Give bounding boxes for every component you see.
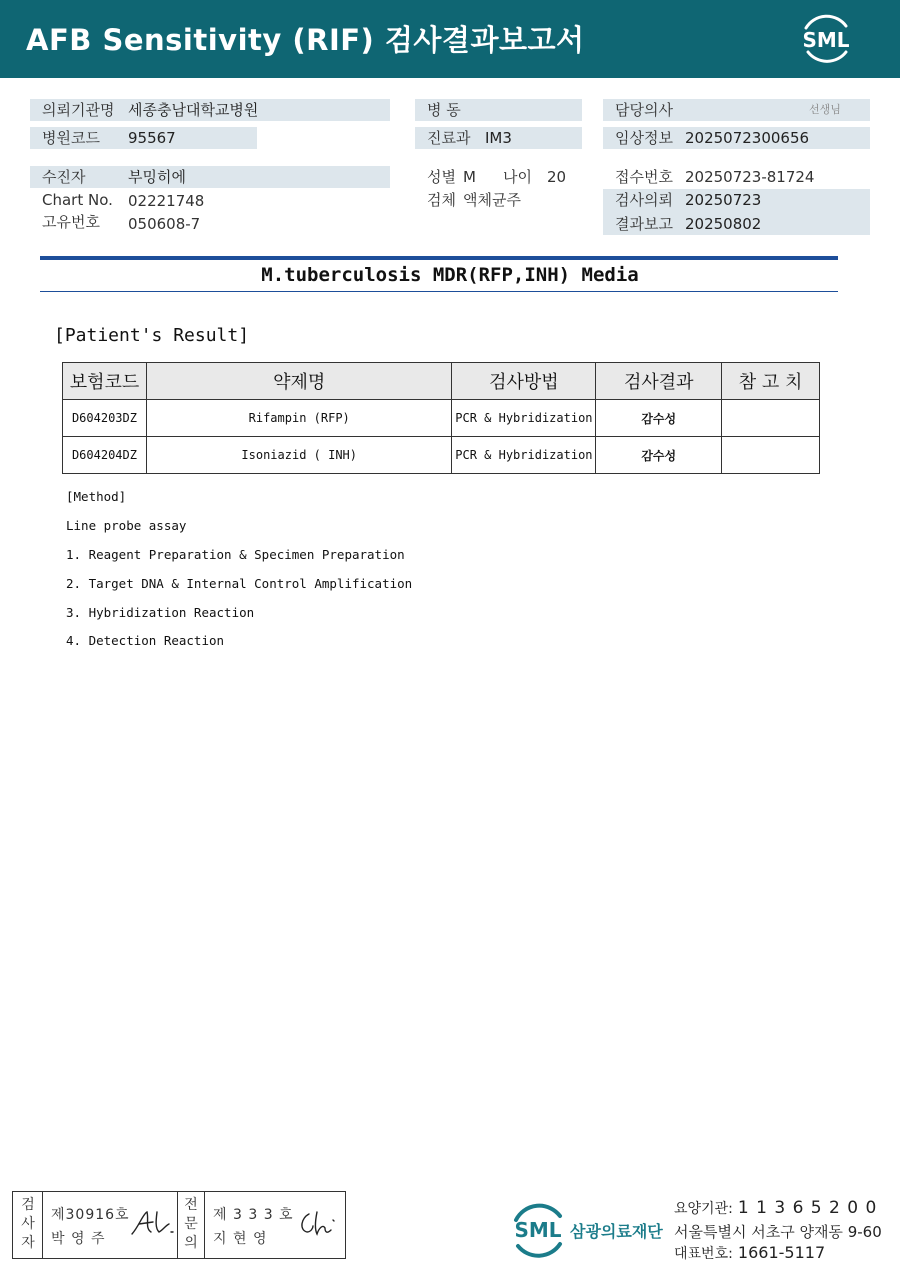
- doctor-value: 선생님: [809, 103, 841, 116]
- ward-field: [415, 99, 582, 121]
- hospital-code-value: 95567: [128, 129, 176, 147]
- phone-value: 1661-5117: [737, 1243, 826, 1262]
- patient-value: 부밍히에: [128, 168, 186, 186]
- header-test-method: 검사방법: [452, 363, 596, 400]
- report-title: AFB Sensitivity (RIF) 검사결과보고서: [26, 23, 585, 57]
- patient-field: [30, 166, 390, 188]
- phone-line: [674, 1243, 825, 1263]
- phone-label: 대표번호:: [674, 1246, 733, 1262]
- age-value: 20: [547, 168, 567, 186]
- specimen-value: 액체균주: [463, 191, 521, 209]
- section-rule-bottom: [40, 291, 838, 292]
- result-cell: 감수성: [596, 400, 722, 437]
- patient-result-label: [Patient's Result]: [54, 325, 250, 346]
- drug-cell: Isoniazid ( INH): [146, 437, 452, 474]
- specialist-license-no: 제 3 3 3 호: [213, 1207, 294, 1223]
- department-value: IM3: [485, 129, 512, 147]
- institution-code-value: 1 1 3 6 5 2 0 0: [737, 1198, 878, 1218]
- method-cell: PCR & Hybridization: [452, 437, 596, 474]
- hospital-code-field: [30, 127, 257, 149]
- table-header-row: [63, 363, 820, 400]
- clinical-info-field: [603, 127, 870, 149]
- examiner-name: 박 영 주: [51, 1231, 106, 1247]
- specialist-label: 전 문 의: [184, 1197, 198, 1251]
- drug-cell: Rifampin (RFP): [146, 400, 452, 437]
- sml-footer-logo-icon: [508, 1200, 568, 1260]
- doctor-field: [603, 99, 870, 121]
- method-cell: PCR & Hybridization: [452, 400, 596, 437]
- examiner-signature-icon: [129, 1206, 175, 1240]
- report-date-value: 20250802: [685, 215, 762, 233]
- specialist-name: 지 현 영: [213, 1231, 268, 1247]
- foundation-name: 삼광의료재단: [570, 1222, 663, 1241]
- sex-label: 성별: [427, 168, 456, 186]
- ward-label: 병 동: [427, 101, 461, 119]
- clinical-info-value: 2025072300656: [685, 129, 810, 147]
- logo-text: SML: [802, 28, 850, 52]
- request-date-value: 20250723: [685, 191, 762, 209]
- sml-logo-icon: [798, 12, 854, 66]
- chart-no-label: Chart No.: [42, 191, 113, 209]
- report-date-label: 결과보고: [615, 215, 673, 233]
- signature-box: [12, 1191, 346, 1259]
- specialist-signature-icon: [295, 1208, 339, 1240]
- method-heading: [Method]: [66, 489, 127, 504]
- method-line: Line probe assay: [66, 518, 187, 533]
- examiner-label: 검 사 자: [21, 1197, 35, 1251]
- header-test-result: 검사결과: [596, 363, 722, 400]
- sex-value: M: [463, 168, 476, 186]
- institution-label: 의뢰기관명: [42, 101, 115, 119]
- examiner-license-no: 제30916호: [51, 1207, 130, 1223]
- header-reference: 참 고 치: [722, 363, 820, 400]
- method-line: 2. Target DNA & Internal Control Amplification: [66, 576, 413, 591]
- age-label: 나이: [503, 168, 532, 186]
- results-table: [62, 362, 820, 474]
- method-line: 4. Detection Reaction: [66, 633, 225, 648]
- patient-label: 수진자: [42, 168, 86, 186]
- receipt-no-value: 20250723-81724: [685, 168, 815, 186]
- footer-logo: [508, 1200, 663, 1264]
- institution-value: 세종충남대학교병원: [128, 101, 259, 119]
- doctor-label: 담당의사: [615, 101, 673, 119]
- report-header: [0, 0, 900, 78]
- signature-divider: [42, 1192, 43, 1258]
- institution-field: [30, 99, 390, 121]
- unique-no-value: 050608-7: [128, 215, 201, 233]
- institution-code-line: [674, 1198, 877, 1218]
- receipt-no-label: 접수번호: [615, 168, 673, 186]
- header-drug-name: 약제명: [146, 363, 452, 400]
- hospital-code-label: 병원코드: [42, 129, 100, 147]
- insurance-code-cell: D604203DZ: [63, 400, 147, 437]
- department-label: 진료과: [427, 129, 471, 147]
- table-row: [63, 400, 820, 437]
- signature-divider: [177, 1192, 178, 1258]
- department-field: [415, 127, 582, 149]
- section-rule-top: [40, 256, 838, 260]
- section-title: M.tuberculosis MDR(RFP,INH) Media: [261, 264, 639, 286]
- clinical-info-label: 임상정보: [615, 129, 673, 147]
- footer-address: 서울특별시 서초구 양재동 9-60: [674, 1223, 882, 1241]
- insurance-code-cell: D604204DZ: [63, 437, 147, 474]
- reference-cell: [722, 437, 820, 474]
- unique-no-label: 고유번호: [42, 213, 100, 231]
- request-date-label: 검사의뢰: [615, 191, 673, 209]
- signature-divider: [204, 1192, 205, 1258]
- table-row: [63, 437, 820, 474]
- specimen-label: 검체: [427, 191, 456, 209]
- svg-text:SML: SML: [514, 1218, 562, 1242]
- method-line: 3. Hybridization Reaction: [66, 605, 255, 620]
- chart-no-value: 02221748: [128, 192, 205, 210]
- header-insurance-code: 보험코드: [63, 363, 147, 400]
- dates-field: [603, 189, 870, 235]
- institution-code-label: 요양기관:: [674, 1201, 733, 1217]
- reference-cell: [722, 400, 820, 437]
- method-line: 1. Reagent Preparation & Specimen Preparation: [66, 547, 405, 562]
- result-cell: 감수성: [596, 437, 722, 474]
